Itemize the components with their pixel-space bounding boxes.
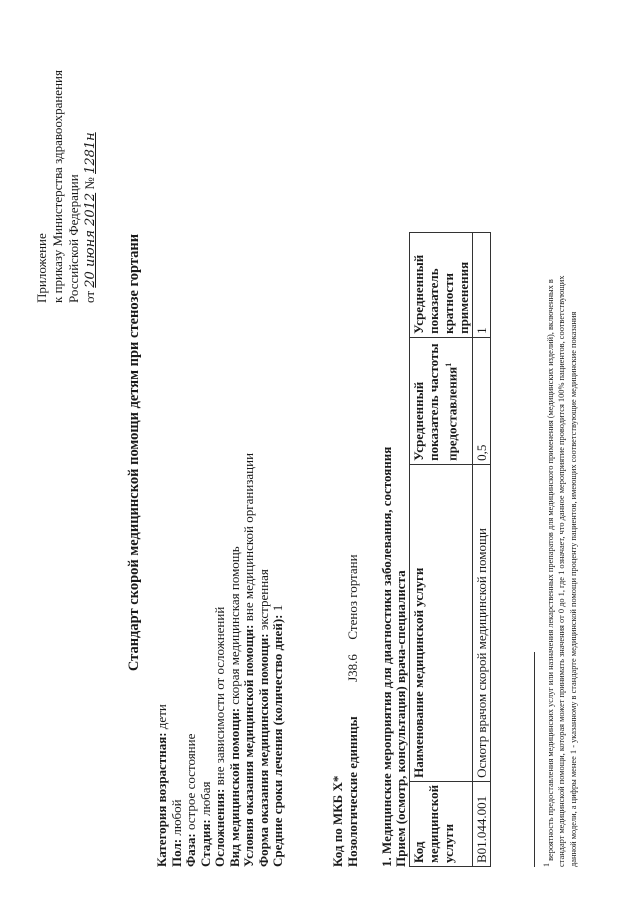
param-value: любая xyxy=(197,781,213,820)
param-value: вне медицинской организации xyxy=(241,452,256,625)
footnote-separator xyxy=(534,652,535,867)
footnote-line-3: данной модели, а цифры менее 1 - указанному в стандарте медицинской помощи проценту пациентов, имеющих соответствующие медицинские показания xyxy=(568,311,578,867)
icd-nosology-label: Нозологические единицы xyxy=(345,716,360,867)
appendix-line-3: Российской Федерации xyxy=(66,174,81,303)
param-key: Средние сроки лечения (количество дней): xyxy=(270,614,285,867)
section-subtitle: Прием (осмотр, консультация) врача-специалиста xyxy=(393,570,408,867)
param-row xyxy=(213,453,228,867)
services-table xyxy=(409,232,491,867)
param-key: Категория возрастная: xyxy=(154,732,169,867)
appendix-number-label: № xyxy=(82,177,97,190)
appendix-number: 1281н xyxy=(83,132,98,174)
icd-code-label: Код по МКБ X* xyxy=(330,775,345,867)
cell-frequency: 0,5 xyxy=(473,337,491,464)
param-row xyxy=(199,453,214,867)
footnote-line-2: стандарт медицинской помощи, которая может принимать значения от 0 до 1, где 1 означает, что данное мероприятие проводится 100% пациентов, соответствующих xyxy=(557,275,567,867)
param-key: Вид медицинской помощи: xyxy=(226,707,242,867)
cell-name: Осмотр врачом скорой медицинской помощи xyxy=(473,464,491,781)
param-value: вне зависимости от осложнений xyxy=(212,606,227,789)
icd-code: J38.6 xyxy=(345,654,360,682)
param-key: Фаза: xyxy=(183,833,198,867)
header-frequency: Усредненный показатель частоты предоставления$^1$ xyxy=(410,337,473,464)
header-multiplicity: Усредненный показатель кратности применения xyxy=(410,232,473,337)
appendix-line-4 xyxy=(82,70,99,303)
section-title: 1. Медицинские мероприятия для диагностики заболевания, состояния xyxy=(379,446,394,867)
param-row xyxy=(170,453,185,867)
param-value: дети xyxy=(154,704,169,733)
table-header-row xyxy=(410,232,473,866)
param-key: Пол: xyxy=(168,838,184,867)
footnote-line-1: $^1$ вероятность предоставления медицинских услуг или назначения лекарственных препаратов для медицинского применения (медицинских изделий), включенных в xyxy=(542,279,555,867)
footnote-ref: 1 xyxy=(444,362,453,367)
param-value: скорая медицинская помощь xyxy=(226,546,242,708)
param-value: экстренная xyxy=(255,569,271,634)
param-key: Стадия: xyxy=(197,819,213,867)
param-row xyxy=(257,453,272,867)
param-row xyxy=(155,453,170,867)
param-key: Форма оказания медицинской помощи: xyxy=(255,633,271,867)
footnote-mark: 1 xyxy=(542,863,551,867)
param-row xyxy=(228,453,243,867)
document-title: Стандарт скорой медицинской помощи детям при стенозе гортани xyxy=(126,233,142,672)
param-key: Осложнения: xyxy=(212,788,227,867)
cell-code: B01.044.001 xyxy=(473,781,491,866)
appendix-date: 20 июня 2012 xyxy=(83,192,98,288)
param-key: Условия оказания медицинской помощи: xyxy=(241,624,256,867)
param-row xyxy=(242,453,257,867)
parameters-block xyxy=(155,453,286,867)
icd-block xyxy=(330,554,360,867)
param-value: любой xyxy=(168,799,184,839)
footnote xyxy=(541,276,579,867)
icd-row xyxy=(345,554,360,867)
header-name: Наименование медицинской услуги xyxy=(410,464,473,781)
param-value: острое состояние xyxy=(183,733,198,834)
appendix-header xyxy=(34,70,99,303)
cell-multiplicity: 1 xyxy=(473,232,491,337)
param-value: 1 xyxy=(270,604,285,615)
appendix-line-2: к приказу Министерства здравоохранения xyxy=(50,70,65,303)
param-row xyxy=(271,453,286,867)
header-code: Код медицинской услуги xyxy=(410,781,473,866)
appendix-line-1: Приложение xyxy=(34,233,49,303)
appendix-ot: от xyxy=(82,290,97,303)
table-row xyxy=(473,232,491,866)
section-heading xyxy=(380,447,408,867)
icd-name: Стеноз гортани xyxy=(345,554,360,640)
param-row xyxy=(184,453,199,867)
